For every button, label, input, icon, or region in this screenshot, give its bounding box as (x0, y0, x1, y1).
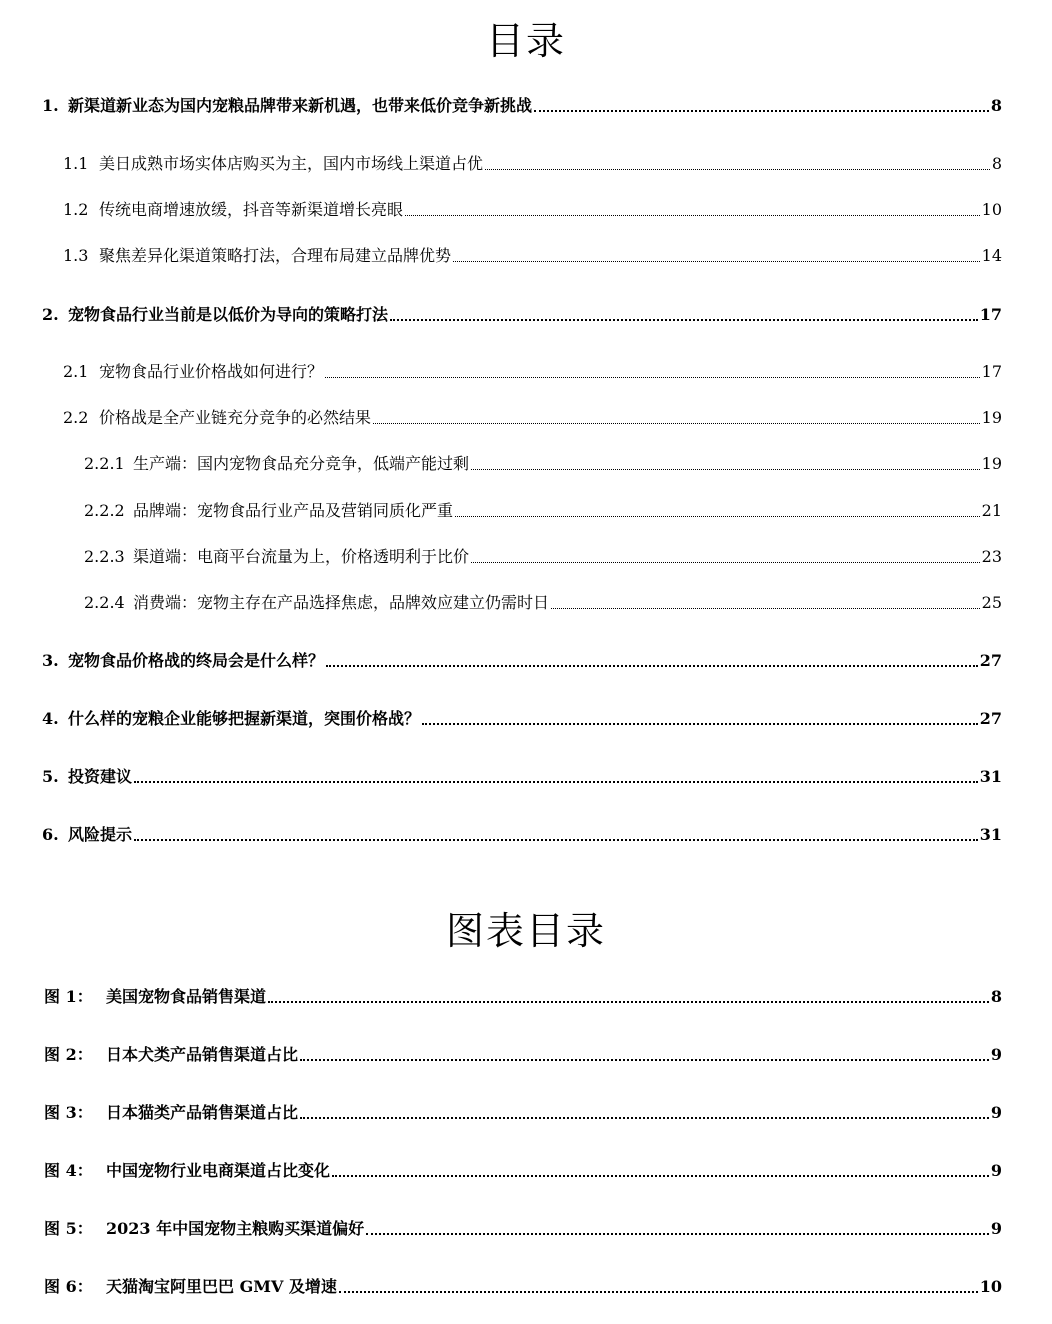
toc-entry-page: 19 (981, 408, 1002, 427)
toc-entry-number: 1.3 (63, 246, 89, 265)
dot-leader (422, 723, 978, 725)
figure-entry-title: 天猫淘宝阿里巴巴 GMV 及增速 (106, 1277, 337, 1296)
toc-entry-page: 17 (981, 362, 1002, 381)
toc-entry-number: 5. (42, 767, 59, 786)
figure-entry-number: 图 1： (44, 987, 93, 1006)
dot-leader (300, 1117, 989, 1119)
toc-entry-title: 美日成熟市场实体店购买为主，国内市场线上渠道占优 (99, 154, 484, 173)
toc-entry-page: 17 (979, 305, 1002, 324)
toc-entry-title: 聚焦差异化渠道策略打法，合理布局建立品牌优势 (99, 246, 452, 265)
toc-entry-number: 2.2.3 (84, 547, 125, 566)
toc-entry[interactable] (63, 196, 1002, 220)
dot-leader (268, 1001, 989, 1003)
figure-entry[interactable] (44, 1273, 1002, 1297)
dot-leader (551, 608, 980, 609)
toc-entry-page: 27 (979, 709, 1002, 728)
dot-leader (455, 516, 980, 517)
figure-entry[interactable] (44, 1099, 1002, 1123)
toc-entry-title: 什么样的宠粮企业能够把握新渠道，突围价格战？ (68, 709, 421, 728)
toc-entry-title: 渠道端：电商平台流量为上，价格透明利于比价 (133, 547, 470, 566)
toc-entry-title: 生产端：国内宠物食品充分竞争，低端产能过剩 (133, 454, 470, 473)
toc-entry-title: 消费端：宠物主存在产品选择焦虑，品牌效应建立仍需时日 (133, 593, 550, 612)
toc-entry-number: 1.1 (63, 154, 89, 173)
toc-entry-title: 传统电商增速放缓，抖音等新渠道增长亮眼 (99, 200, 404, 219)
dot-leader (534, 110, 989, 112)
toc-entry-number: 2.2 (63, 408, 89, 427)
dot-leader (332, 1175, 989, 1177)
toc-entry-title: 宠物食品行业当前是以低价为导向的策略打法 (68, 305, 389, 324)
toc-entry[interactable] (42, 92, 1002, 116)
toc-entry-page: 27 (979, 651, 1002, 670)
toc-title: 目录 (485, 19, 566, 63)
toc-entry-number: 2.2.4 (84, 593, 125, 612)
toc-entry[interactable] (84, 543, 1002, 567)
dot-leader (326, 665, 978, 667)
toc-entry[interactable] (84, 497, 1002, 521)
figures-title: 图表目录 (445, 909, 606, 953)
dot-leader (471, 469, 980, 470)
toc-entry-title: 宠物食品价格战的终局会是什么样？ (68, 651, 325, 670)
figure-entry-page: 9 (990, 1219, 1002, 1238)
toc-entry[interactable] (42, 301, 1002, 325)
toc-entry-page: 19 (981, 454, 1002, 473)
figure-entry[interactable] (44, 1157, 1002, 1181)
figure-entry-title: 2023 年中国宠物主粮购买渠道偏好 (106, 1219, 365, 1238)
toc-entry-number: 3. (42, 651, 59, 670)
figure-entry-page: 9 (990, 1103, 1002, 1122)
toc-entry-number: 2.2.1 (84, 454, 125, 473)
figure-entry-page: 9 (990, 1045, 1002, 1064)
toc-entry[interactable] (84, 450, 1002, 474)
toc-entry[interactable] (63, 404, 1002, 428)
toc-entry[interactable] (84, 589, 1002, 613)
dot-leader (405, 215, 980, 216)
toc-entry-page: 8 (991, 154, 1002, 173)
toc-entry-page: 31 (979, 767, 1002, 786)
dot-leader (366, 1233, 989, 1235)
figure-entry-title: 美国宠物食品销售渠道 (106, 987, 267, 1006)
toc-entry[interactable] (42, 705, 1002, 729)
toc-entry-number: 2. (42, 305, 59, 324)
dot-leader (453, 261, 980, 262)
dot-leader (325, 377, 980, 378)
figure-entry-page: 10 (979, 1277, 1002, 1296)
dot-leader (134, 839, 978, 841)
dot-leader (373, 423, 980, 424)
figure-entry-number: 图 2： (44, 1045, 93, 1064)
figure-entry[interactable] (44, 983, 1002, 1007)
toc-entry[interactable] (63, 242, 1002, 266)
figure-entry-title: 日本猫类产品销售渠道占比 (106, 1103, 299, 1122)
toc-entry-number: 1.2 (63, 200, 89, 219)
toc-entry-number: 2.1 (63, 362, 89, 381)
toc-entry[interactable] (42, 763, 1002, 787)
dot-leader (485, 169, 990, 170)
toc-entry-title: 品牌端：宠物食品行业产品及营销同质化严重 (133, 501, 454, 520)
dot-leader (134, 781, 978, 783)
toc-entry-page: 23 (981, 547, 1002, 566)
toc-entry-page: 14 (981, 246, 1002, 265)
toc-entry[interactable] (63, 358, 1002, 382)
figure-entry-number: 图 6： (44, 1277, 93, 1296)
toc-entry-title: 新渠道新业态为国内宠粮品牌带来新机遇，也带来低价竞争新挑战 (68, 96, 533, 115)
toc-entry-title: 风险提示 (68, 825, 133, 844)
figure-entry[interactable] (44, 1041, 1002, 1065)
dot-leader (471, 562, 980, 563)
figure-entry-number: 图 4： (44, 1161, 93, 1180)
figure-entry-title: 日本犬类产品销售渠道占比 (106, 1045, 299, 1064)
figure-entry[interactable] (44, 1215, 1002, 1239)
toc-entry-page: 8 (990, 96, 1002, 115)
toc-entry-number: 1. (42, 96, 59, 115)
figure-entry-number: 图 5： (44, 1219, 93, 1238)
toc-entry-title: 价格战是全产业链充分竞争的必然结果 (99, 408, 372, 427)
toc-entry[interactable] (42, 821, 1002, 845)
toc-entry-page: 10 (981, 200, 1002, 219)
toc-entry-title: 投资建议 (68, 767, 133, 786)
figure-entry-page: 8 (990, 987, 1002, 1006)
toc-entry-number: 6. (42, 825, 59, 844)
toc-entry-title: 宠物食品行业价格战如何进行？ (99, 362, 324, 381)
dot-leader (300, 1059, 989, 1061)
figure-entry-number: 图 3： (44, 1103, 93, 1122)
dot-leader (339, 1291, 978, 1293)
toc-entry-number: 4. (42, 709, 59, 728)
figure-entry-title: 中国宠物行业电商渠道占比变化 (106, 1161, 331, 1180)
toc-entry-page: 21 (981, 501, 1002, 520)
dot-leader (390, 319, 978, 321)
toc-entry-number: 2.2.2 (84, 501, 125, 520)
figure-entry-page: 9 (990, 1161, 1002, 1180)
toc-entry[interactable] (63, 150, 1002, 174)
toc-entry[interactable] (42, 647, 1002, 671)
toc-entry-page: 31 (979, 825, 1002, 844)
toc-entry-page: 25 (981, 593, 1002, 612)
